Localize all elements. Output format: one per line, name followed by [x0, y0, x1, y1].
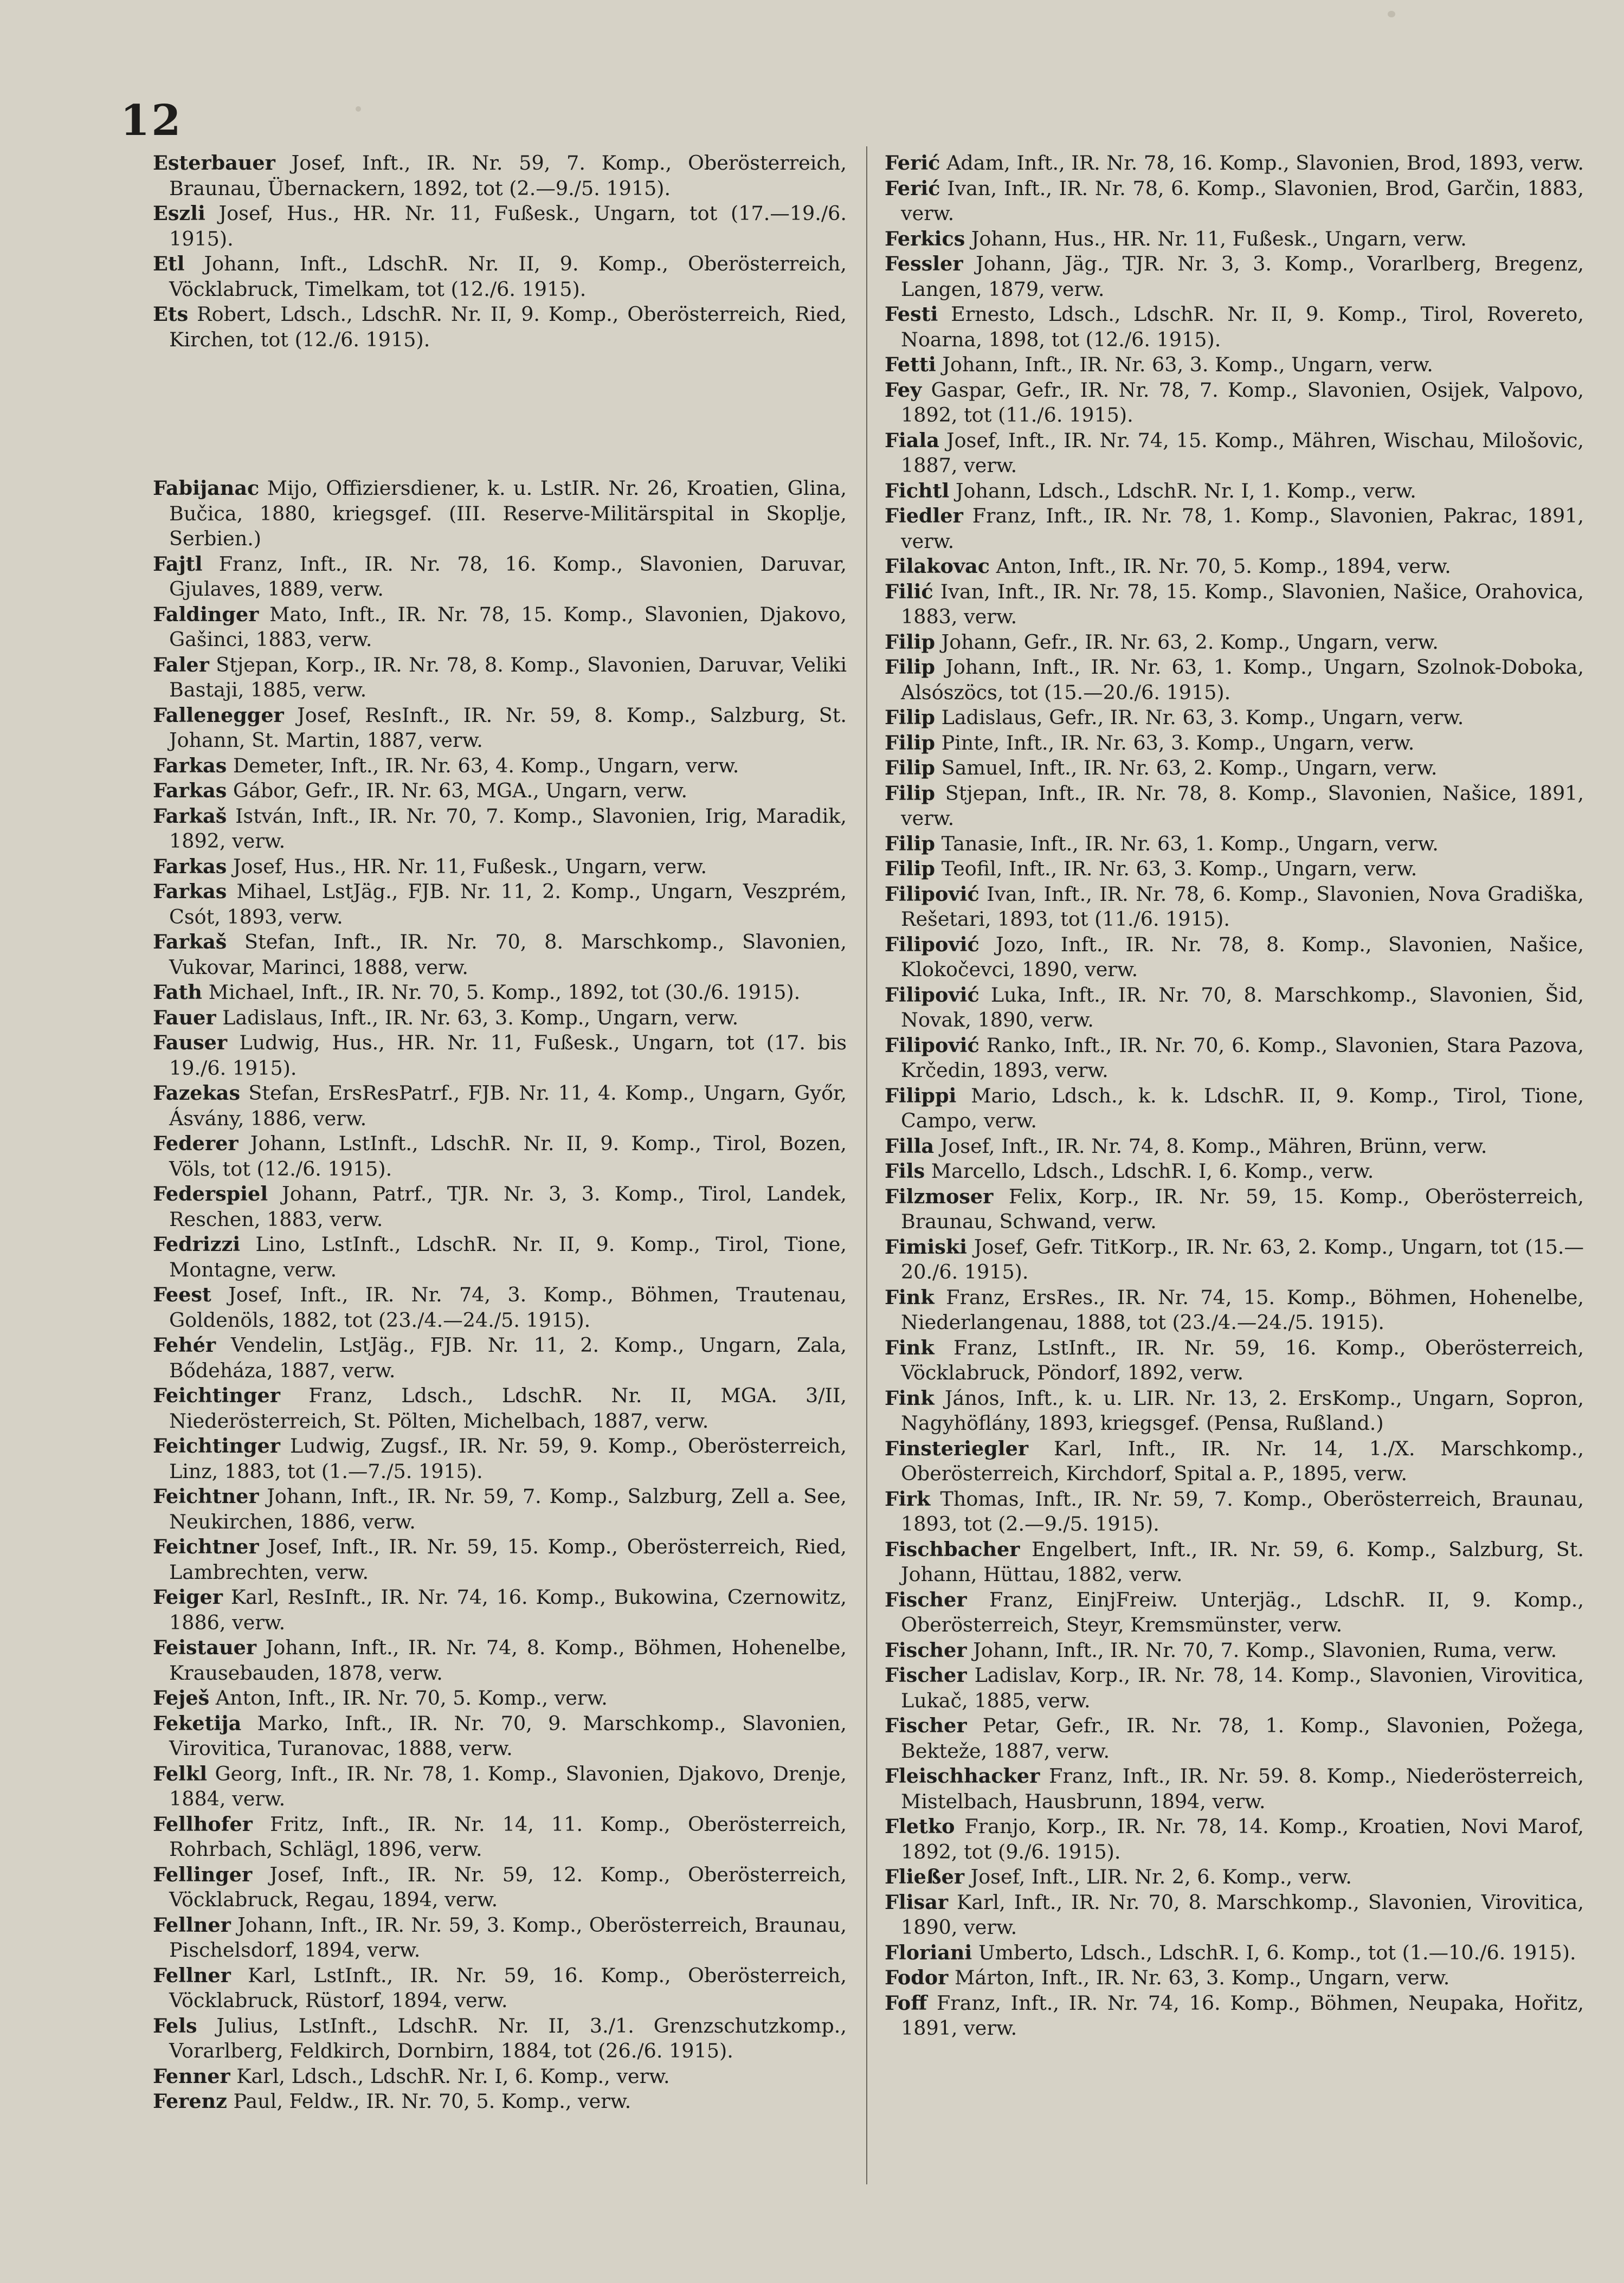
entry-details: Lino, LstInft., LdschR. Nr. II, 9. Komp., Tirol, Tione, Montagne, verw. [169, 1233, 847, 1281]
entry-details: Demeter, Inft., IR. Nr. 63, 4. Komp., Ungarn, verw. [227, 753, 739, 777]
entry-surname: Feest [153, 1283, 211, 1306]
entry-details: Josef, Inft., IR. Nr. 74, 15. Komp., Mähren, Wischau, Milošovic, 1887, verw. [901, 428, 1584, 477]
entry-surname: Federer [153, 1132, 239, 1155]
entry-surname: Feistauer [153, 1636, 257, 1659]
entry-surname: Fessler [885, 252, 963, 275]
entry-surname: Ets [153, 302, 189, 326]
casualty-entry [153, 980, 847, 1005]
entry-details: Samuel, Inft., IR. Nr. 63, 2. Komp., Ungarn, verw. [935, 756, 1438, 779]
entry-surname: Feketija [153, 1711, 242, 1735]
scan-speck [1388, 11, 1395, 17]
casualty-entry [885, 1940, 1584, 1966]
entry-surname: Fodor [885, 1966, 949, 1989]
casualty-entry [885, 1588, 1584, 1638]
entry-surname: Fedrizzi [153, 1233, 241, 1256]
casualty-entry [885, 630, 1584, 655]
casualty-entry [153, 1762, 847, 1812]
entry-surname: Farkas [153, 753, 227, 777]
entry-details: Ludwig, Hus., HR. Nr. 11, Fußesk., Ungarn, tot (17. bis 19./6. 1915). [169, 1031, 847, 1080]
entry-details: Michael, Inft., IR. Nr. 70, 5. Komp., 1892, tot (30./6. 1915). [202, 981, 801, 1004]
casualty-entry [885, 151, 1584, 176]
casualty-entry [153, 1383, 847, 1434]
casualty-entry [153, 879, 847, 930]
entry-details: Georg, Inft., IR. Nr. 78, 1. Komp., Slavonien, Djakovo, Drenje, 1884, verw. [169, 1762, 847, 1810]
casualty-entry [153, 602, 847, 653]
entry-surname: Fellner [153, 1963, 231, 1987]
entry-details: Mihael, LstJäg., FJB. Nr. 11, 2. Komp., Ungarn, Veszprém, Csót, 1893, verw. [169, 880, 847, 928]
entry-details: Johann, Inft., IR. Nr. 63, 3. Komp., Ungarn, verw. [936, 353, 1433, 376]
entry-surname: Fauser [153, 1031, 228, 1054]
entry-details: Johann, LstInft., LdschR. Nr. II, 9. Komp., Tirol, Bozen, Völs, tot (12./6. 1915). [169, 1132, 847, 1181]
entry-surname: Fischer [885, 1663, 967, 1687]
entry-surname: Filipović [885, 932, 979, 956]
entry-surname: Fehér [153, 1333, 216, 1357]
entry-details: Josef, Inft., IR. Nr. 74, 3. Komp., Böhmen, Trautenau, Goldenöls, 1882, tot (23./4.—24./5. 1915). [169, 1283, 847, 1332]
entry-surname: Fließer [885, 1865, 965, 1888]
entry-details: Johann, Inft., IR. Nr. 70, 7. Komp., Slavonien, Ruma, verw. [966, 1638, 1557, 1662]
casualty-entry [153, 1585, 847, 1635]
entry-details: Ivan, Inft., IR. Nr. 78, 15. Komp., Slavonien, Našice, Orahovica, 1883, verw. [901, 579, 1584, 628]
entry-details: Umberto, Ldsch., LdschR. I, 6. Komp., tot (1.—10./6. 1915). [972, 1940, 1576, 1964]
entry-details: Petar, Gefr., IR. Nr. 78, 1. Komp., Slavonien, Požega, Bekteže, 1887, verw. [901, 1714, 1584, 1763]
casualty-entry [885, 856, 1584, 882]
entry-details: Johann, Ldsch., LdschR. Nr. I, 1. Komp., verw. [949, 479, 1416, 502]
casualty-entry [153, 778, 847, 804]
casualty-entry [885, 1764, 1584, 1814]
entry-details: Franz, Inft., IR. Nr. 78, 1. Komp., Slavonien, Pakrac, 1891, verw. [901, 504, 1584, 553]
casualty-entry [153, 1484, 847, 1534]
entry-surname: Faldinger [153, 602, 259, 626]
entry-surname: Fauer [153, 1005, 216, 1029]
entry-surname: Feichtner [153, 1535, 259, 1558]
casualty-entry [885, 1537, 1584, 1588]
casualty-entry [885, 554, 1584, 579]
entry-details: Karl, LstInft., IR. Nr. 59, 16. Komp., Oberösterreich, Vöcklabruck, Rüstorf, 1894, verw. [169, 1963, 847, 2012]
entry-surname: Feiger [153, 1585, 223, 1609]
entry-details: Mario, Ldsch., k. k. LdschR. II, 9. Komp., Tirol, Tione, Campo, verw. [901, 1084, 1584, 1132]
casualty-entry [153, 1862, 847, 1913]
casualty-entry [153, 302, 847, 352]
entry-surname: Finsteriegler [885, 1436, 1029, 1460]
entry-details: Marcello, Ldsch., LdschR. I, 6. Komp., verw. [925, 1159, 1374, 1183]
casualty-entry [885, 1991, 1584, 2041]
entry-details: Engelbert, Inft., IR. Nr. 59, 6. Komp., Salzburg, St. Johann, Hüttau, 1882, verw. [901, 1537, 1584, 1586]
entry-details: Gábor, Gefr., IR. Nr. 63, MGA., Ungarn, verw. [227, 779, 688, 802]
entry-details: Ladislaus, Gefr., IR. Nr. 63, 3. Komp., Ungarn, verw. [935, 706, 1464, 729]
casualty-entry [885, 378, 1584, 428]
entry-surname: Feichtinger [153, 1384, 281, 1407]
casualty-entry [885, 579, 1584, 630]
entry-details: Vendelin, LstJäg., FJB. Nr. 11, 2. Komp., Ungarn, Zala, Bődeháza, 1887, verw. [169, 1333, 847, 1382]
casualty-entry [885, 1386, 1584, 1436]
casualty-entry [153, 1812, 847, 1862]
entry-details: Josef, ResInft., IR. Nr. 59, 8. Komp., Salzburg, St. Johann, St. Martin, 1887, verw. [169, 703, 847, 752]
casualty-entry [153, 151, 847, 201]
entry-details: Jozo, Inft., IR. Nr. 78, 8. Komp., Slavonien, Našice, Klokočevci, 1890, verw. [901, 932, 1584, 981]
entry-surname: Fajtl [153, 552, 203, 576]
entry-surname: Fischer [885, 1714, 967, 1737]
casualty-entry [885, 352, 1584, 378]
casualty-entry [885, 302, 1584, 352]
entry-details: Ranko, Inft., IR. Nr. 70, 6. Komp., Slavonien, Stara Pazova, Krčedin, 1893, verw. [901, 1033, 1584, 1082]
entry-details: Johann, Inft., IR. Nr. 63, 1. Komp., Ungarn, Szolnok-Doboka, Alsószöcs, tot (15.—20./6. 1915). [901, 655, 1584, 704]
entry-surname: Filzmoser [885, 1184, 994, 1208]
entry-details: Josef, Hus., HR. Nr. 11, Fußesk., Ungarn, tot (17.—19./6. 1915). [169, 202, 847, 250]
casualty-entry [153, 1081, 847, 1131]
casualty-entry [153, 1635, 847, 1686]
casualty-entry [153, 1963, 847, 2014]
entry-surname: Filip [885, 655, 936, 679]
casualty-entry [885, 882, 1584, 932]
entry-surname: Feichtner [153, 1485, 259, 1508]
entry-surname: Fleischhacker [885, 1764, 1040, 1788]
casualty-entry [885, 1865, 1584, 1890]
entry-details: Ladislav, Korp., IR. Nr. 78, 14. Komp., Slavonien, Virovitica, Lukač, 1885, verw. [901, 1663, 1584, 1712]
casualty-entry [153, 1333, 847, 1383]
casualty-entry [885, 1638, 1584, 1663]
entry-surname: Fletko [885, 1815, 955, 1838]
entry-surname: Feješ [153, 1686, 210, 1710]
entry-details: Stefan, Inft., IR. Nr. 70, 8. Marschkomp., Slavonien, Vukovar, Marinci, 1888, verw. [169, 930, 847, 979]
casualty-entry [885, 1890, 1584, 1940]
casualty-entry [885, 504, 1584, 554]
entry-details: Márton, Inft., IR. Nr. 63, 3. Komp., Ungarn, verw. [948, 1966, 1450, 1989]
entry-details: Stefan, ErsResPatrf., FJB. Nr. 11, 4. Komp., Ungarn, Győr, Ásvány, 1886, verw. [169, 1081, 847, 1130]
entry-details: Karl, ResInft., IR. Nr. 74, 16. Komp., Bukowina, Czernowitz, 1886, verw. [169, 1585, 847, 1634]
casualty-entry [885, 479, 1584, 504]
entry-details: Josef, Hus., HR. Nr. 11, Fußesk., Ungarn, verw. [227, 854, 707, 878]
entry-surname: Fimiski [885, 1235, 967, 1259]
entry-surname: Fiala [885, 428, 939, 452]
entry-details: Ladislaus, Inft., IR. Nr. 63, 3. Komp., Ungarn, verw. [216, 1005, 739, 1029]
entry-details: Luka, Inft., IR. Nr. 70, 8. Marschkomp., Slavonien, Šid, Novak, 1890, verw. [901, 983, 1584, 1031]
entry-details: Stjepan, Inft., IR. Nr. 78, 8. Komp., Slavonien, Našice, 1891, verw. [901, 781, 1584, 830]
entry-surname: Fischbacher [885, 1537, 1020, 1561]
entry-details: Mijo, Offiziersdiener, k. u. LstIR. Nr. 26, Kroatien, Glina, Bučica, 1880, kriegsgef. (III. Reserve-Militärspital in Skoplje, Serbien.) [169, 476, 847, 550]
entry-surname: Feichtinger [153, 1434, 281, 1457]
entry-surname: Fellner [153, 1913, 231, 1937]
entry-surname: Farkas [153, 880, 227, 903]
entry-details: Mato, Inft., IR. Nr. 78, 15. Komp., Slavonien, Djakovo, Gašinci, 1883, verw. [169, 602, 847, 651]
entry-details: Johann, Inft., LdschR. Nr. II, 9. Komp., Oberösterreich, Vöcklabruck, Timelkam, tot (12./6. 1915). [169, 252, 847, 301]
entry-details: Josef, Inft., IR. Nr. 59, 15. Komp., Oberösterreich, Ried, Lambrechten, verw. [169, 1535, 847, 1584]
entry-surname: Fink [885, 1336, 935, 1359]
column-divider [866, 146, 867, 2184]
casualty-entry [153, 1711, 847, 1762]
entry-surname: Filipović [885, 1033, 979, 1057]
casualty-entry [885, 781, 1584, 831]
casualty-entry [885, 1336, 1584, 1386]
entry-surname: Esterbauer [153, 151, 275, 175]
entry-details: Julius, LstInft., LdschR. Nr. II, 3./1. Grenzschutzkomp., Vorarlberg, Feldkirch, Dornbirn, 1884, tot (26./6. 1915). [169, 2014, 847, 2062]
entry-surname: Filić [885, 579, 933, 603]
entry-details: Johann, Jäg., TJR. Nr. 3, 3. Komp., Vorarlberg, Bregenz, Langen, 1879, verw. [901, 252, 1584, 301]
casualty-entry [153, 1030, 847, 1081]
entry-surname: Floriani [885, 1940, 972, 1964]
casualty-entry [885, 983, 1584, 1033]
entry-surname: Filip [885, 756, 936, 779]
entry-details: Adam, Inft., IR. Nr. 78, 16. Komp., Slavonien, Brod, 1893, verw. [940, 151, 1584, 175]
entry-details: Anton, Inft., IR. Nr. 70, 5. Komp., 1894, verw. [990, 554, 1451, 578]
casualty-entry [153, 2014, 847, 2064]
casualty-entry [153, 201, 847, 251]
casualty-entry [153, 1686, 847, 1711]
entry-details: Franjo, Korp., IR. Nr. 78, 14. Komp., Kroatien, Novi Marof, 1892, tot (9./6. 1915). [901, 1815, 1584, 1863]
entry-surname: Filip [885, 630, 936, 654]
left-column [153, 151, 847, 2114]
entry-details: Pinte, Inft., IR. Nr. 63, 3. Komp., Ungarn, verw. [935, 731, 1415, 754]
casualty-entry [153, 703, 847, 753]
casualty-entry [885, 251, 1584, 302]
entry-details: Franz, Inft., IR. Nr. 78, 16. Komp., Slavonien, Daruvar, Gjulaves, 1889, verw. [169, 552, 847, 601]
entry-details: István, Inft., IR. Nr. 70, 7. Komp., Slavonien, Irig, Maradik, 1892, verw. [169, 804, 847, 853]
casualty-entry [885, 1965, 1584, 1991]
entry-surname: Fenner [153, 2064, 230, 2088]
entry-surname: Ferić [885, 176, 940, 200]
entry-surname: Fink [885, 1386, 935, 1410]
casualty-entry [885, 1084, 1584, 1134]
entry-details: Stjepan, Korp., IR. Nr. 78, 8. Komp., Slavonien, Daruvar, Veliki Bastaji, 1885, verw. [169, 653, 847, 701]
entry-surname: Filakovac [885, 554, 990, 578]
entry-surname: Firk [885, 1487, 931, 1511]
entry-details: Anton, Inft., IR. Nr. 70, 5. Komp., verw. [209, 1686, 608, 1710]
page-number: 12 [120, 96, 183, 145]
casualty-entry [885, 1814, 1584, 1865]
casualty-entry [153, 1232, 847, 1282]
entry-details: Karl, Inft., IR. Nr. 14, 1./X. Marschkomp., Oberösterreich, Kirchdorf, Spital a. P., 1895, verw. [901, 1436, 1584, 1485]
entry-details: Johann, Inft., IR. Nr. 74, 8. Komp., Böhmen, Hohenelbe, Krausebauden, 1878, verw. [169, 1636, 847, 1685]
casualty-entry [885, 705, 1584, 731]
casualty-entry [153, 552, 847, 602]
entry-surname: Fels [153, 2014, 197, 2037]
entry-details: Karl, Ldsch., LdschR. Nr. I, 6. Komp., verw. [230, 2064, 670, 2088]
entry-surname: Fey [885, 378, 922, 402]
entry-details: Franz, Inft., IR. Nr. 59. 8. Komp., Niederösterreich, Mistelbach, Hausbrunn, 1894, verw. [901, 1764, 1584, 1813]
casualty-entry [885, 1663, 1584, 1713]
entry-details: Johann, Hus., HR. Nr. 11, Fußesk., Ungarn, verw. [965, 227, 1467, 250]
entry-surname: Farkaš [153, 804, 227, 828]
entry-surname: Fils [885, 1159, 925, 1183]
entry-surname: Fiedler [885, 504, 963, 527]
entry-details: János, Inft., k. u. LIR. Nr. 13, 2. ErsKomp., Ungarn, Sopron, Nagyhöflány, 1893, kriegsgef. (Pensa, Rußland.) [901, 1386, 1584, 1435]
casualty-entry [153, 476, 847, 552]
casualty-entry [153, 2064, 847, 2089]
entry-details: Franz, Ldsch., LdschR. Nr. II, MGA. 3/II, Niederösterreich, St. Pölten, Michelbach, 1887, verw. [169, 1384, 847, 1433]
entry-details: Franz, LstInft., IR. Nr. 59, 16. Komp., Oberösterreich, Vöcklabruck, Pöndorf, 1892, verw. [901, 1336, 1584, 1384]
entry-surname: Filip [885, 781, 936, 805]
casualty-entry [885, 1436, 1584, 1487]
entry-details: Karl, Inft., IR. Nr. 70, 8. Marschkomp., Slavonien, Virovitica, 1890, verw. [901, 1890, 1584, 1939]
casualty-entry [885, 1184, 1584, 1235]
entry-details: Johann, Gefr., IR. Nr. 63, 2. Komp., Ungarn, verw. [935, 630, 1439, 654]
entry-details: Ivan, Inft., IR. Nr. 78, 6. Komp., Slavonien, Nova Gradiška, Rešetari, 1893, tot (11./6. 1915). [901, 882, 1584, 931]
entry-details: Franz, ErsRes., IR. Nr. 74, 15. Komp., Böhmen, Hohenelbe, Niederlangenau, 1888, tot (23./4.—24./5. 1915). [901, 1285, 1584, 1334]
section-f-entries [153, 476, 847, 2114]
entry-surname: Etl [153, 252, 185, 275]
entry-surname: Farkas [153, 779, 227, 802]
casualty-entry [885, 1487, 1584, 1537]
entry-surname: Filippi [885, 1084, 957, 1107]
casualty-entry [153, 1182, 847, 1232]
entry-surname: Fabijanac [153, 476, 260, 500]
entry-details: Johann, Inft., IR. Nr. 59, 7. Komp., Salzburg, Zell a. See, Neukirchen, 1886, verw. [169, 1485, 847, 1533]
entry-surname: Ferenz [153, 2089, 227, 2113]
entry-surname: Filip [885, 731, 936, 754]
entry-surname: Festi [885, 302, 938, 326]
entry-surname: Eszli [153, 202, 205, 225]
casualty-entry [153, 653, 847, 703]
entry-details: Josef, Inft., LIR. Nr. 2, 6. Komp., verw. [964, 1865, 1352, 1888]
entry-details: Josef, Inft., IR. Nr. 59, 7. Komp., Oberösterreich, Braunau, Übernackern, 1892, tot (2.—9./5. 1915). [169, 151, 847, 200]
entry-details: Franz, Inft., IR. Nr. 74, 16. Komp., Böhmen, Neupaka, Hořitz, 1891, verw. [901, 1991, 1584, 2040]
casualty-entry [153, 2089, 847, 2114]
casualty-entry [153, 753, 847, 779]
entry-surname: Fetti [885, 353, 936, 376]
casualty-entry [153, 1131, 847, 1182]
casualty-entry [153, 1534, 847, 1585]
entry-surname: Fischer [885, 1588, 967, 1611]
entry-details: Johann, Inft., IR. Nr. 59, 3. Komp., Oberösterreich, Braunau, Pischelsdorf, 1894, verw. [169, 1913, 847, 1962]
section-e-entries [153, 151, 847, 352]
casualty-entry [153, 1434, 847, 1484]
casualty-entry [885, 1033, 1584, 1084]
entry-details: Franz, EinjFreiw. Unterjäg., LdschR. II, 9. Komp., Oberösterreich, Steyr, Kremsmünster, verw. [901, 1588, 1584, 1636]
entry-details: Ludwig, Zugsf., IR. Nr. 59, 9. Komp., Oberösterreich, Linz, 1883, tot (1.—7./5. 1915). [169, 1434, 847, 1483]
casualty-entry [885, 1159, 1584, 1184]
casualty-entry [885, 1713, 1584, 1764]
entry-details: Fritz, Inft., IR. Nr. 14, 11. Komp., Oberösterreich, Rohrbach, Schlägl, 1896, verw. [169, 1812, 847, 1861]
entry-surname: Fazekas [153, 1081, 241, 1105]
entry-surname: Ferkics [885, 227, 965, 250]
entry-surname: Fink [885, 1285, 935, 1309]
casualty-entry [153, 804, 847, 854]
entry-details: Marko, Inft., IR. Nr. 70, 9. Marschkomp., Slavonien, Virovitica, Turanovac, 1888, verw. [169, 1711, 847, 1760]
entry-surname: Fath [153, 981, 202, 1004]
casualty-entry [885, 1134, 1584, 1159]
entry-details: Robert, Ldsch., LdschR. Nr. II, 9. Komp., Oberösterreich, Ried, Kirchen, tot (12./6. 1915). [169, 302, 847, 351]
casualty-entry [885, 831, 1584, 857]
entry-surname: Filip [885, 831, 936, 855]
right-column-entries [885, 151, 1584, 2041]
casualty-entry [153, 854, 847, 880]
scan-speck [356, 106, 361, 112]
entry-surname: Fallenegger [153, 703, 284, 727]
casualty-entry [153, 930, 847, 980]
entry-details: Felix, Korp., IR. Nr. 59, 15. Komp., Oberösterreich, Braunau, Schwand, verw. [901, 1184, 1584, 1233]
casualty-entry [153, 1282, 847, 1333]
entry-details: Paul, Feldw., IR. Nr. 70, 5. Komp., verw. [227, 2089, 631, 2113]
entry-surname: Filip [885, 706, 936, 729]
entry-details: Teofil, Inft., IR. Nr. 63, 3. Komp., Ungarn, verw. [935, 857, 1417, 880]
casualty-entry [153, 1005, 847, 1031]
entry-surname: Felkl [153, 1762, 208, 1785]
section-gap [153, 352, 847, 476]
entry-surname: Flisar [885, 1890, 949, 1914]
entry-details: Josef, Inft., IR. Nr. 59, 12. Komp., Oberösterreich, Vöcklabruck, Regau, 1894, verw. [169, 1862, 847, 1911]
entry-surname: Filipović [885, 983, 979, 1007]
entry-surname: Fellinger [153, 1862, 253, 1886]
entry-details: Ivan, Inft., IR. Nr. 78, 6. Komp., Slavonien, Brod, Garčin, 1883, verw. [901, 176, 1584, 225]
casualty-entry [153, 1913, 847, 1963]
entry-details: Josef, Gefr. TitKorp., IR. Nr. 63, 2. Komp., Ungarn, tot (15.—20./6. 1915). [901, 1235, 1584, 1284]
entry-surname: Fichtl [885, 479, 950, 502]
entry-surname: Filla [885, 1134, 935, 1158]
entry-details: Josef, Inft., IR. Nr. 74, 8. Komp., Mähren, Brünn, verw. [934, 1134, 1487, 1158]
entry-surname: Farkaš [153, 930, 227, 953]
entry-details: Gaspar, Gefr., IR. Nr. 78, 7. Komp., Slavonien, Osijek, Valpovo, 1892, tot (11./6. 1915). [901, 378, 1584, 427]
entry-surname: Farkas [153, 854, 227, 878]
entry-details: Johann, Patrf., TJR. Nr. 3, 3. Komp., Tirol, Landek, Reschen, 1883, verw. [169, 1182, 847, 1231]
entry-surname: Federspiel [153, 1182, 268, 1205]
entry-surname: Fellhofer [153, 1812, 253, 1836]
entry-surname: Ferić [885, 151, 940, 175]
entry-surname: Filip [885, 857, 936, 880]
casualty-entry [885, 1285, 1584, 1336]
casualty-entry [885, 227, 1584, 252]
casualty-entry [885, 176, 1584, 227]
casualty-entry [885, 428, 1584, 479]
entry-surname: Fischer [885, 1638, 967, 1662]
casualty-entry [885, 1235, 1584, 1285]
entry-details: Ernesto, Ldsch., LdschR. Nr. II, 9. Komp., Tirol, Rovereto, Noarna, 1898, tot (12./6. 1915). [901, 302, 1584, 351]
right-column [885, 151, 1584, 2041]
entry-surname: Foff [885, 1991, 927, 2015]
casualty-entry [885, 731, 1584, 756]
entry-details: Thomas, Inft., IR. Nr. 59, 7. Komp., Oberösterreich, Braunau, 1893, tot (2.—9./5. 1915). [901, 1487, 1584, 1536]
casualty-entry [153, 251, 847, 302]
casualty-entry [885, 756, 1584, 781]
casualty-entry [885, 655, 1584, 705]
casualty-entry [885, 932, 1584, 983]
entry-details: Tanasie, Inft., IR. Nr. 63, 1. Komp., Ungarn, verw. [935, 831, 1439, 855]
entry-surname: Filipović [885, 882, 979, 906]
entry-surname: Faler [153, 653, 209, 676]
